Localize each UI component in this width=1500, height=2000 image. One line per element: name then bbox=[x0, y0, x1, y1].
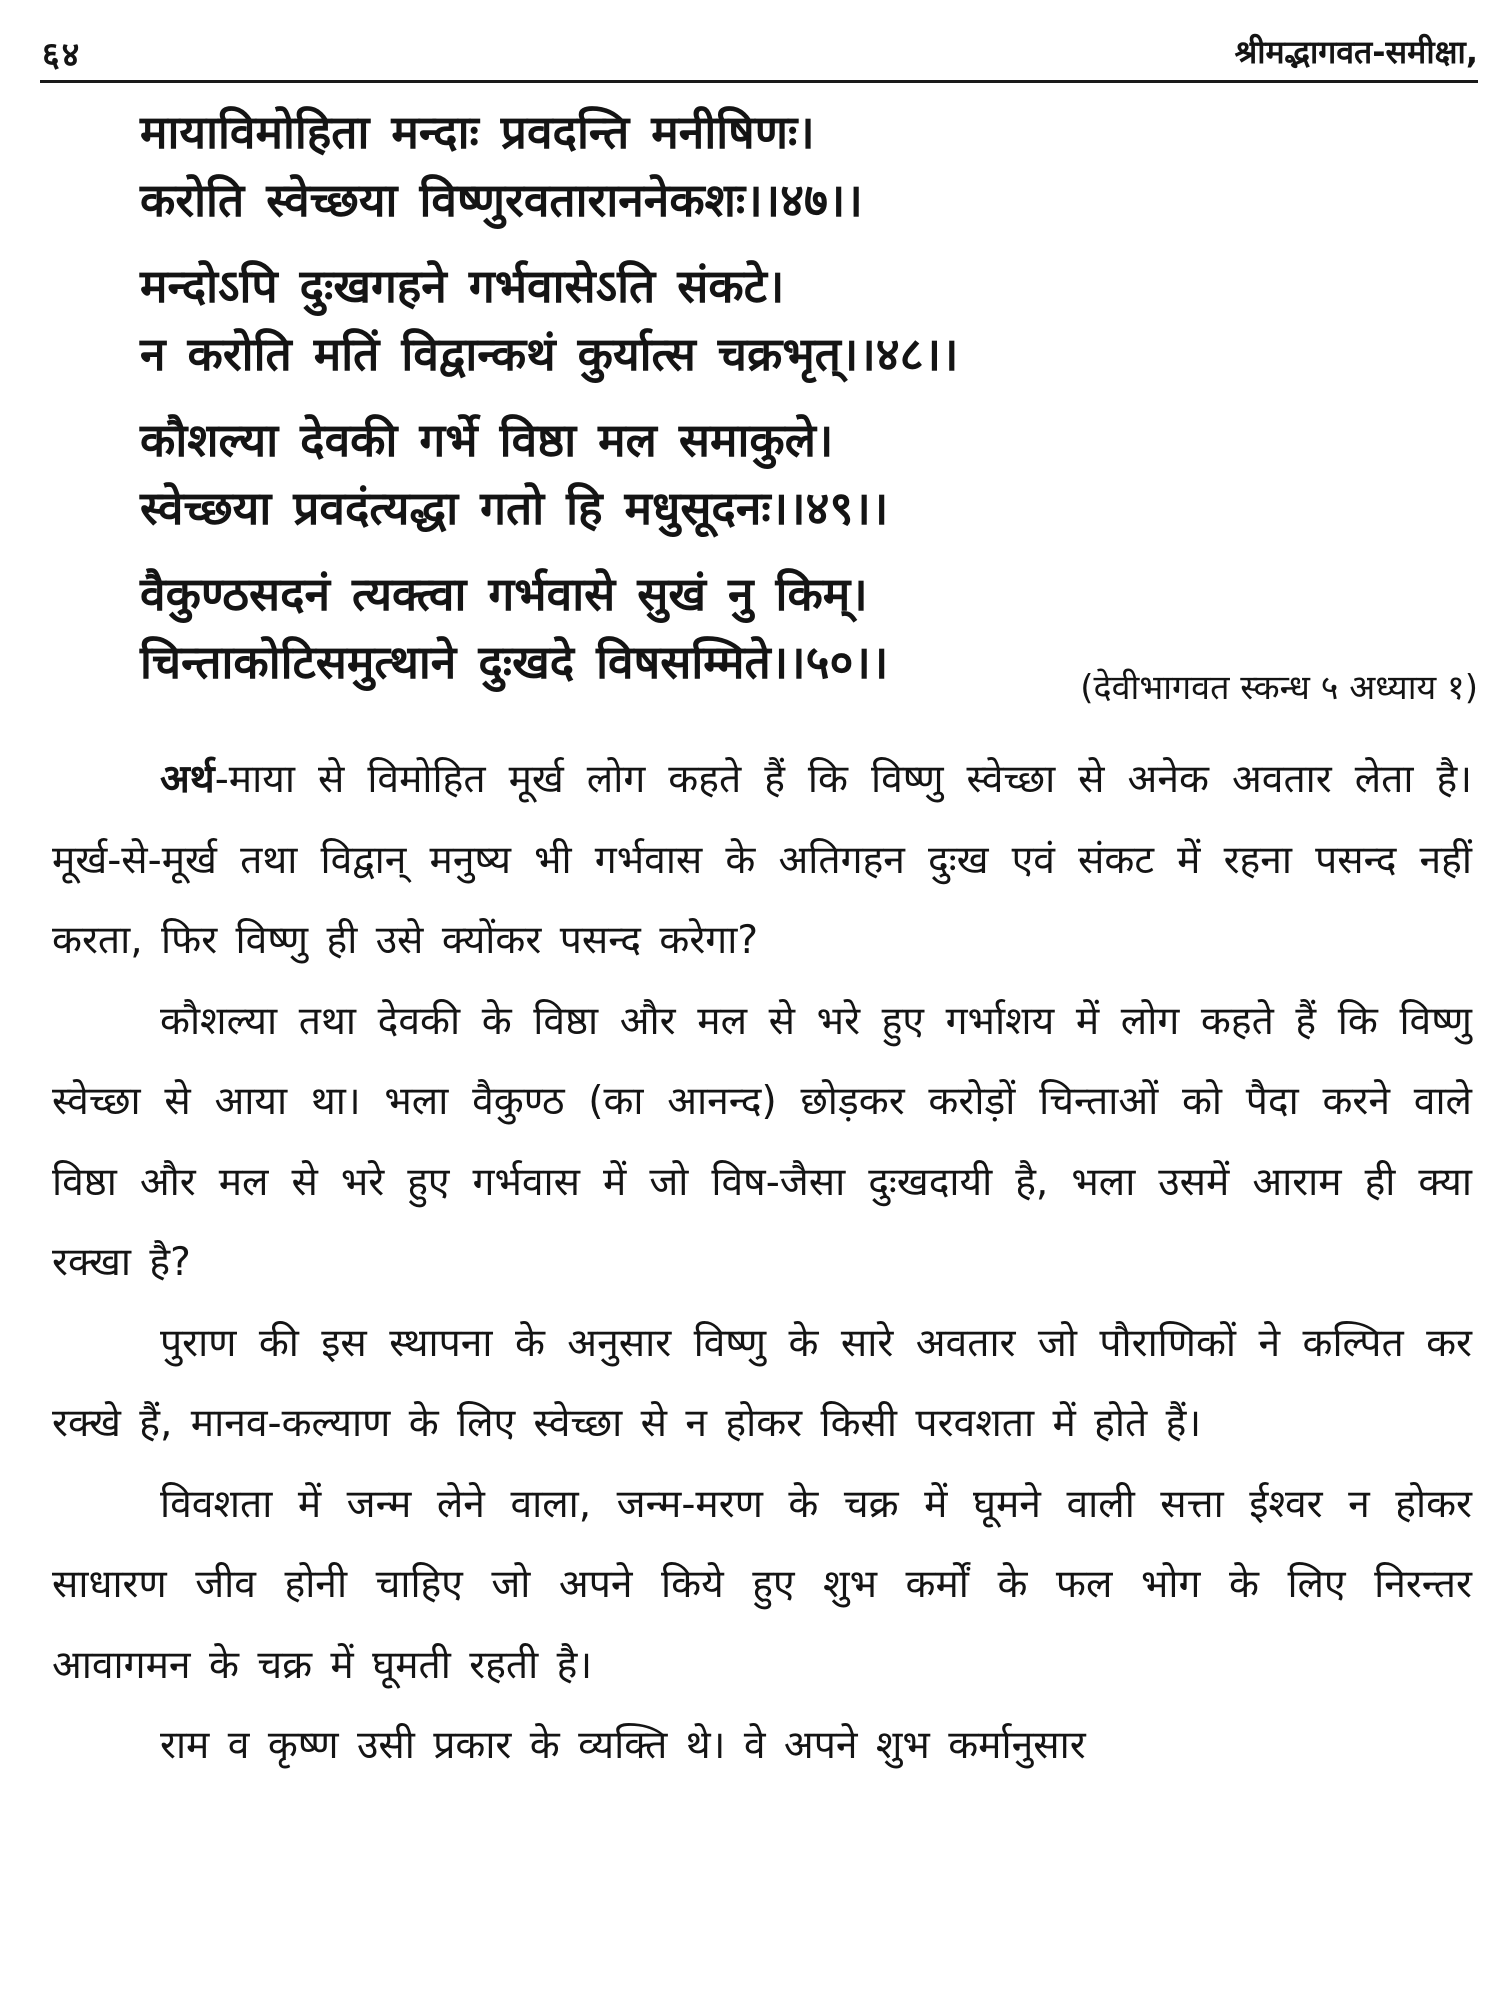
verse-49 bbox=[140, 406, 1290, 542]
meaning-label: अर्थ bbox=[160, 757, 215, 802]
page-number: ६४ bbox=[42, 35, 82, 75]
verse-source-citation: (देवीभागवत स्कन्ध ५ अध्याय १) bbox=[1080, 668, 1478, 708]
paragraph: पुराण की इस स्थापना के अनुसार विष्णु के सारे अवतार जो पौराणिकों ने कल्पित कर रक्खे हैं, मानव-कल्याण के लिए स्वेच्छा से न होकर किसी परवशता में होते हैं। bbox=[52, 1320, 1472, 1446]
verse-line: न करोति मतिं विद्वान्कथं कुर्यात्स चक्रभृत्।।४८।। bbox=[140, 327, 959, 381]
verse-line: चिन्ताकोटिसमुत्थाने दुःखदे विषसम्मिते।।५०।। bbox=[140, 635, 889, 689]
paragraph: राम व कृष्ण उसी प्रकार के व्यक्ति थे। वे अपने शुभ कर्मानुसार bbox=[160, 1723, 1086, 1768]
verse-line: वैकुण्ठसदनं त्यक्त्वा गर्भवासे सुखं नु किम्। bbox=[140, 567, 868, 621]
paragraph: विवशता में जन्म लेने वाला, जन्म-मरण के चक्र में घूमने वाली सत्ता ईश्वर न होकर साधारण जीव होनी चाहिए जो अपने किये हुए शुभ कर्मों के फल भोग के लिए निरन्तर आवागमन के चक्र में घूमती रहती है। bbox=[52, 1481, 1472, 1688]
paragraph-text: -माया से विमोहित मूर्ख लोग कहते हैं कि विष्णु स्वेच्छा से अनेक अवतार लेता है। मूर्ख-से-मूर्ख तथा विद्वान् मनुष्य भी गर्भवास के अतिगहन दुःख एवं संकट में रहना पसन्द नहीं करता, फिर विष्णु ही उसे क्योंकर पसन्द करेगा? bbox=[52, 757, 1472, 963]
verse-47 bbox=[140, 98, 1290, 234]
paragraph: कौशल्या तथा देवकी के विष्ठा और मल से भरे हुए गर्भाशय में लोग कहते हैं कि विष्णु स्वेच्छा से आया था। भला वैकुण्ठ (का आनन्द) छोड़कर करोड़ों चिन्ताओं को पैदा करने वाले विष्ठा और मल से भरे हुए गर्भवास में जो विष-जैसा दुःखदायी है, भला उसमें आराम ही क्या रक्खा है? bbox=[52, 998, 1472, 1285]
sanskrit-verses bbox=[140, 98, 1290, 714]
verse-48 bbox=[140, 252, 1290, 388]
hindi-commentary bbox=[52, 740, 1472, 1787]
page-header bbox=[40, 24, 1478, 83]
paragraph-meaning bbox=[52, 740, 1472, 982]
verse-line: मायाविमोहिता मन्दाः प्रवदन्ति मनीषिणः। bbox=[140, 105, 815, 159]
verse-line: मन्दोऽपि दुःखगहने गर्भवासेऽति संकटे। bbox=[140, 259, 785, 313]
verse-line: करोति स्वेच्छया विष्णुरवताराननेकशः।।४७।। bbox=[140, 173, 863, 227]
verse-line: स्वेच्छया प्रवदंत्यद्धा गतो हि मधुसूदनः।।४९।। bbox=[140, 481, 889, 535]
verse-line: कौशल्या देवकी गर्भे विष्ठा मल समाकुले। bbox=[140, 413, 834, 467]
running-title: श्रीमद्भागवत-समीक्षा, bbox=[1234, 33, 1478, 71]
